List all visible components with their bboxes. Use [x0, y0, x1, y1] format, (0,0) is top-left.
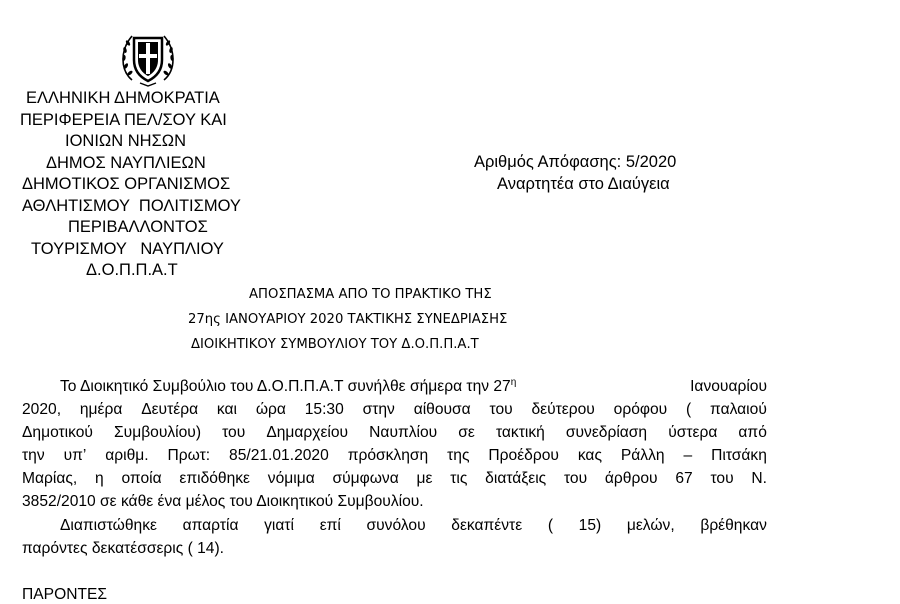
word: σύμφωνα	[332, 470, 399, 488]
word: επιδόθηκε	[179, 470, 251, 488]
excerpt-title-line: ΑΠΟΣΠΑΣΜΑ ΑΠΟ ΤΟ ΠΡΑΚΤΙΚΟ ΤΗΣ	[249, 287, 492, 302]
word: υπ’	[63, 447, 87, 465]
header-line: ΔΗΜΟΤΙΚΟΣ ΟΡΓΑΝΙΣΜΟΣ	[22, 175, 231, 193]
word: η	[94, 470, 104, 488]
paragraph-2-line-1	[22, 514, 767, 537]
word: νόμιμα	[267, 470, 315, 488]
word: απαρτία	[182, 516, 239, 534]
greek-coat-of-arms-emblem	[118, 26, 178, 88]
word: δεκαπέντε	[451, 516, 523, 534]
word: ώρα	[255, 401, 286, 419]
paragraph-1-line-1	[22, 375, 767, 398]
word: την	[22, 447, 45, 465]
word: συνόλου	[366, 516, 426, 534]
word: Συμβουλίου)	[114, 424, 202, 442]
word: τις	[450, 470, 468, 488]
header-line: ΑΘΛΗΤΙΣΜΟΥ ΠΟΛΙΤΙΣΜΟΥ	[22, 196, 241, 215]
word: πρόσκληση	[347, 447, 429, 465]
word: (	[686, 401, 692, 419]
word: αριθμ.	[105, 447, 149, 465]
word: Προέδρου	[488, 447, 559, 465]
excerpt-title-line: 27ης ΙΑΝΟΥΑΡΙΟΥ 2020 ΤΑΚΤΙΚΗΣ ΣΥΝΕΔΡΙΑΣΗΣ	[188, 312, 508, 327]
word: 2020,	[22, 401, 62, 419]
word: Δημοτικού	[22, 424, 93, 442]
word: από	[738, 424, 767, 442]
word: αίθουσα	[413, 401, 471, 419]
header-line: ΤΟΥΡΙΣΜΟΥ ΝΑΥΠΛΙΟΥ	[31, 239, 224, 258]
paragraph-line	[22, 444, 767, 467]
word: της	[447, 447, 470, 465]
word: Διαπιστώθηκε	[60, 516, 157, 534]
word: ύστερα	[668, 424, 718, 442]
word: και	[216, 401, 238, 419]
paragraph-line	[22, 421, 767, 444]
text-span: Ιανουαρίου	[681, 378, 767, 395]
decision-number: Αριθμός Απόφασης: 5/2020	[474, 153, 677, 171]
header-line: ΕΛΛΗΝΙΚΗ ΔΗΜΟΚΡΑΤΙΑ	[26, 89, 220, 107]
word: Μαρίας,	[22, 470, 78, 488]
word: Πιτσάκη	[711, 447, 767, 465]
word: του	[710, 470, 734, 488]
word: Ν.	[751, 470, 767, 488]
word: επί	[319, 516, 341, 534]
word: ορόφου	[613, 401, 668, 419]
word: Πρωτ:	[167, 447, 211, 465]
minutes-body	[22, 375, 767, 560]
header-line: ΔΗΜΟΣ ΝΑΥΠΛΙΕΩΝ	[46, 153, 206, 172]
header-line: ΙΟΝΙΩΝ ΝΗΣΩΝ	[65, 132, 187, 150]
word: συνεδρίαση	[565, 424, 648, 442]
excerpt-title-line: ΔΙΟΙΚΗΤΙΚΟΥ ΣΥΜΒΟΥΛΙΟΥ ΤΟΥ Δ.Ο.Π.Π.Α.Τ	[191, 337, 479, 352]
word: σε	[458, 424, 475, 442]
word: 67	[675, 470, 693, 488]
header-line: Δ.Ο.Π.Π.Α.Τ	[86, 261, 178, 279]
word: Δημαρχείου	[266, 424, 349, 442]
paragraph-line: παρόντες δεκατέσσερις ( 14).	[22, 539, 224, 557]
paragraph-line	[22, 398, 767, 421]
word: Ράλλη	[620, 447, 665, 465]
ordinal-superscript: η	[510, 377, 517, 388]
word: οποία	[121, 470, 162, 488]
paragraph-line	[22, 467, 767, 490]
word: Δευτέρα	[141, 401, 199, 419]
text-span: Το Διοικητικό Συμβούλιο του Δ.Ο.Π.Π.Α.Τ συνήλθε σήμερα την $27^\eta$	[60, 377, 517, 395]
word: δεύτερου	[531, 401, 595, 419]
word: γιατί	[264, 516, 295, 534]
word: Ναυπλίου	[369, 424, 438, 442]
word: άρθρου	[604, 470, 658, 488]
publish-note: Αναρτητέα στο Διαύγεια	[497, 175, 670, 193]
word: –	[683, 447, 693, 465]
word: 15:30	[304, 401, 344, 419]
word: στην	[362, 401, 395, 419]
issuing-authority-header	[0, 88, 300, 282]
present-members-heading: ΠΑΡΟΝΤΕΣ	[22, 586, 108, 603]
word: με	[416, 470, 433, 488]
word: του	[489, 401, 513, 419]
word: κας	[577, 447, 602, 465]
word: παλαιού	[710, 401, 767, 419]
word: διατάξεις	[485, 470, 547, 488]
word: του	[563, 470, 588, 488]
word: μελών,	[626, 516, 675, 534]
word: τακτική	[495, 424, 545, 442]
word: 85/21.01.2020	[229, 447, 329, 465]
header-line: ΠΕΡΙΦΕΡΕΙΑ ΠΕΛ/ΣΟΥ ΚΑΙ	[20, 110, 227, 129]
word: του	[222, 424, 246, 442]
word: (	[547, 516, 554, 534]
word: 15)	[578, 516, 602, 534]
paragraph-line: 3852/2010 σε κάθε ένα μέλος του Διοικητικού Συμβουλίου.	[22, 493, 424, 511]
header-line: ΠΕΡΙΒΑΛΛΟΝΤΟΣ	[68, 218, 208, 236]
word: βρέθηκαν	[700, 516, 767, 534]
word: ημέρα	[79, 401, 123, 419]
